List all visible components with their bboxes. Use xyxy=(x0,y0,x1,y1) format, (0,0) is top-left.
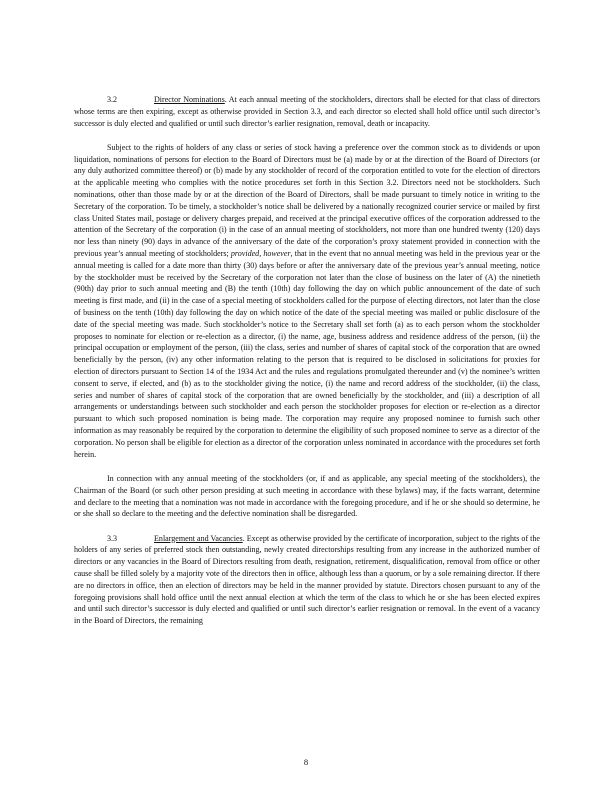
nominations-procedure-paragraph xyxy=(74,142,540,461)
section-3-2-paragraph xyxy=(74,94,540,129)
paragraph-text: , that in the event that no annual meeting was held in the previous year or the annual meeting is called for a date more than thirty (30) days before or after the anniversary date of the previous year’s annual meeting, notice by the stockholder must be received by the Secretary of the corporation not later than the close of business on the later of (A) the ninetieth (90th) day prior to such annual meeting and (B) the tenth (10th) day following the day on which public announcement of the date of such meeting is first made, and (ii) in the case of a special meeting of stockholders called for the purpose of electing directors, not later than the close of business on the tenth (10th) day following the day on which notice of the date of the special meeting was mailed or public disclosure of the date of the special meeting was made. Such stockholder’s notice to the Secretary shall set forth (a) as to each person whom the stockholder proposes to nominate for election or re-election as a director, (i) the name, age, business address and residence address of the person, (ii) the principal occupation or employment of the person, (iii) the class, series and number of shares of capital stock of the corporation that are owned beneficially by the person, (iv) any other information relating to the person that is required to be disclosed in solicitations for proxies for election of directors pursuant to Section 14 of the 1934 Act and the rules and regulations promulgated thereunder and (v) the nominee’s written consent to serve, if elected, and (b) as to the stockholder giving the notice, (i) the name and record address of the stockholder, (ii) the class, series and number of shares of capital stock of the corporation that are owned beneficially by the stockholder, and (iii) a description of all arrangements or understandings between such stockholder and each person the stockholder proposes for election or re-election as a director pursuant to which such proposed nomination is being made. The corporation may require any proposed nominee to furnish such other information as may reasonably be required by the corporation to determine the eligibility of such proposed nominee to serve as a director of the corporation. No person shall be eligible for election as a director of the corporation unless nominated in accordance with the procedures set forth herein. xyxy=(74,249,540,459)
paragraph-text: Subject to the rights of holders of any class or series of stock having a preference over the common stock as to dividends or upon liquidation, nominations of persons for election to the Board of Directors must be (a) made by or at the direction of the Board of Directors (or any duly authorized committee thereof) or (b) made by any stockholder of record of the corporation entitled to vote for the election of directors at the applicable meeting who complies with the notice procedures set forth in this Section 3.2. Directors need not be stockholders. Such nominations, other than those made by or at the direction of the Board of Directors, shall be made pursuant to timely notice in writing to the Secretary of the corporation. To be timely, a stockholder’s notice shall be delivered by a nationally recognized courier service or mailed by first class United States mail, postage or delivery charges prepaid, and received at the principal executive offices of the corporation addressed to the attention of the Secretary of the corporation (i) in the case of an annual meeting of stockholders, not more than one hundred twenty (120) days nor less than ninety (90) days in advance of the anniversary of the date of the corporation’s proxy statement provided in connection with the previous year’s annual meeting of stockholders; xyxy=(74,142,540,259)
proviso-italic: provided, however xyxy=(230,249,291,259)
page-number: 8 xyxy=(303,757,309,767)
paragraph-text: . Except as otherwise provided by the certificate of incorporation, subject to the rights of the holders of any series of preferred stock then outstanding, newly created directorships resulting from any increase in the authorized number of directors or any vacancies in the Board of Directors resulting from death, resignation, retirement, disqualification, removal from office or other cause shall be filled solely by a majority vote of the directors then in office, although less than a quorum, or by a sole remaining director. If there are no directors in office, then an election of directors may be held in the manner provided by statute. Directors chosen pursuant to any of the foregoing provisions shall hold office until the next annual election at which the term of the class to which he or she has been elected expires and until such director’s successor is duly elected and qualified or until such director’s earlier resignation or removal. In the event of a vacancy in the Board of Directors, the remaining xyxy=(74,533,541,626)
section-heading: Enlargement and Vacancies xyxy=(154,533,243,543)
defective-nomination-paragraph xyxy=(74,473,540,520)
paragraph-text: . At each annual meeting of the stockholders, directors shall be elected for that class of directors whose terms are then expiring, except as otherwise provided in Section 3.3, and each director so elected shall hold office until such director’s successor is duly elected and qualified or until such director’s earlier resignation, removal, death or incapacity. xyxy=(74,95,540,128)
paragraph-text: In connection with any annual meeting of the stockholders (or, if and as applicable, any special meeting of the stockholders), the Chairman of the Board (or such other person presiding at such meeting in accordance with these bylaws) may, if the facts warrant, determine and declare to the meeting that a nomination was not made in accordance with the foregoing procedure, and if he or she should so determine, he or she shall so declare to the meeting and the defective nomination shall be disregarded. xyxy=(74,473,540,519)
section-number: 3.2 xyxy=(107,95,118,104)
section-3-3-paragraph xyxy=(74,533,540,627)
section-number: 3.3 xyxy=(107,533,118,543)
section-heading: Director Nominations xyxy=(154,95,225,104)
